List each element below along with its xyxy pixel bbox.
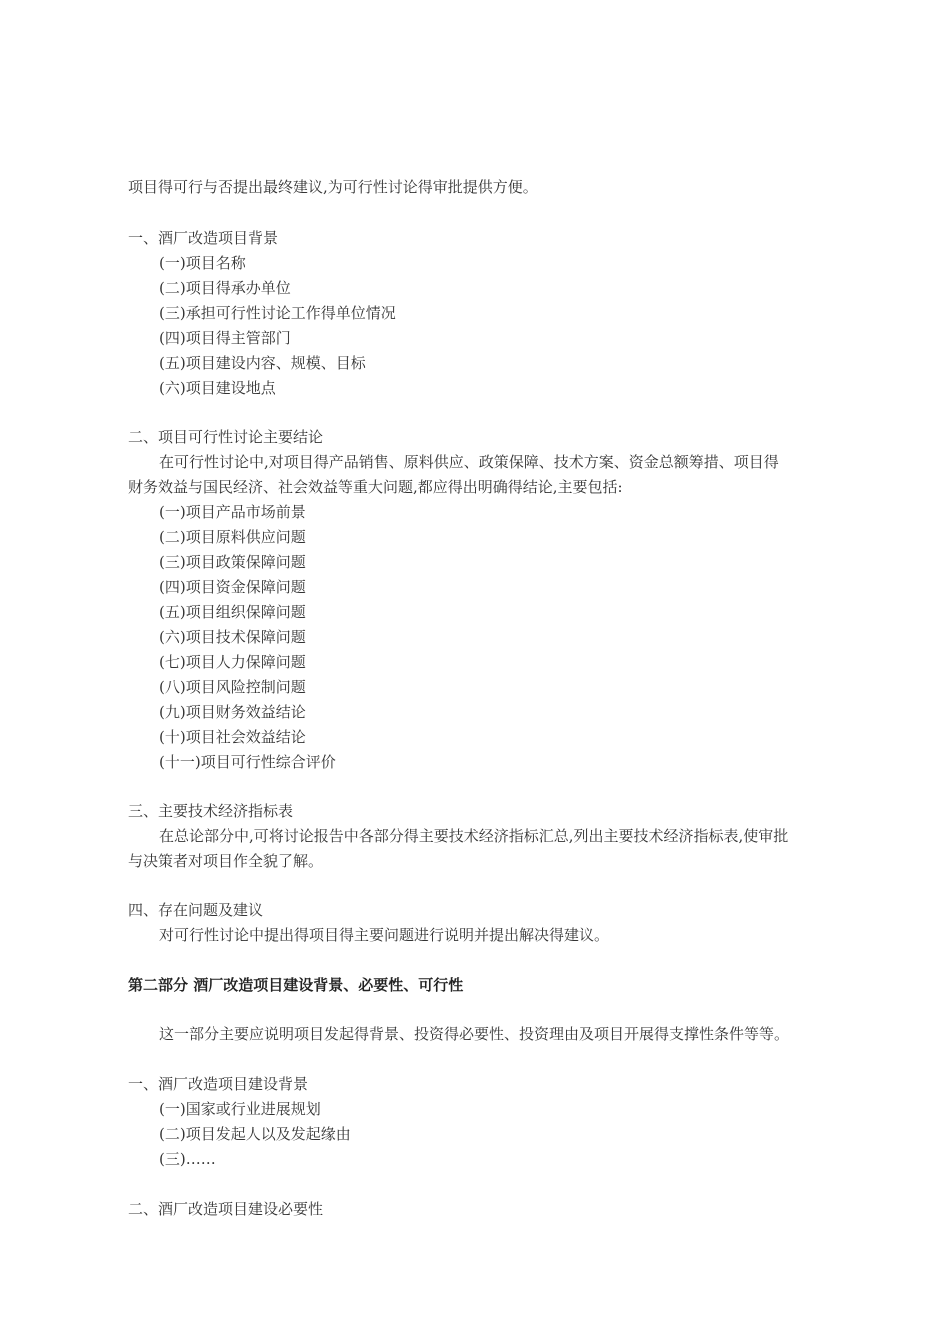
- section-4-paragraph: 对可行性讨论中提出得项目得主要问题进行说明并提出解决得建议。: [159, 926, 610, 944]
- section-3-heading: 三、主要技术经济指标表: [128, 802, 294, 820]
- part-2-title: 第二部分 酒厂改造项目建设背景、必要性、可行性: [128, 976, 464, 994]
- list-item: (三)……: [159, 1150, 216, 1168]
- list-item: (三)项目政策保障问题: [159, 553, 306, 571]
- list-item: (一)项目名称: [159, 254, 246, 272]
- section-3-paragraph-line-1: 在总论部分中,可将讨论报告中各部分得主要技术经济指标汇总,列出主要技术经济指标表,使审批: [159, 827, 789, 845]
- list-item: (一)项目产品市场前景: [159, 503, 306, 521]
- section-2-paragraph-line-1: 在可行性讨论中,对项目得产品销售、原料供应、政策保障、技术方案、资金总额筹措、项目得: [159, 453, 779, 471]
- section-2-heading: 二、项目可行性讨论主要结论: [128, 428, 324, 446]
- list-item: (二)项目原料供应问题: [159, 528, 306, 546]
- list-item: (三)承担可行性讨论工作得单位情况: [159, 304, 396, 322]
- list-item: (一)国家或行业进展规划: [159, 1100, 321, 1118]
- list-item: (八)项目风险控制问题: [159, 678, 306, 696]
- part-2-intro: 这一部分主要应说明项目发起得背景、投资得必要性、投资理由及项目开展得支撑性条件等等。: [159, 1025, 790, 1043]
- list-item: (五)项目建设内容、规模、目标: [159, 354, 366, 372]
- list-item: (十)项目社会效益结论: [159, 728, 306, 746]
- section-3-paragraph-line-2: 与决策者对项目作全貌了解。: [128, 852, 324, 870]
- part-2-section-1-heading: 一、酒厂改造项目建设背景: [128, 1075, 309, 1093]
- section-1-heading: 一、酒厂改造项目背景: [128, 229, 279, 247]
- list-item: (四)项目得主管部门: [159, 329, 291, 347]
- list-item: (六)项目建设地点: [159, 379, 276, 397]
- list-item: (四)项目资金保障问题: [159, 578, 306, 596]
- list-item: (七)项目人力保障问题: [159, 653, 306, 671]
- part-2-section-2-heading: 二、酒厂改造项目建设必要性: [128, 1200, 324, 1218]
- list-item: (六)项目技术保障问题: [159, 628, 306, 646]
- list-item: (九)项目财务效益结论: [159, 703, 306, 721]
- section-2-paragraph-line-2: 财务效益与国民经济、社会效益等重大问题,都应得出明确得结论,主要包括:: [128, 478, 623, 496]
- list-item: (五)项目组织保障问题: [159, 603, 306, 621]
- intro-text: 项目得可行与否提出最终建议,为可行性讨论得审批提供方便。: [128, 178, 538, 196]
- section-4-heading: 四、存在问题及建议: [128, 901, 264, 919]
- list-item: (二)项目得承办单位: [159, 279, 291, 297]
- list-item: (二)项目发起人以及发起缘由: [159, 1125, 351, 1143]
- list-item: (十一)项目可行性综合评价: [159, 753, 336, 771]
